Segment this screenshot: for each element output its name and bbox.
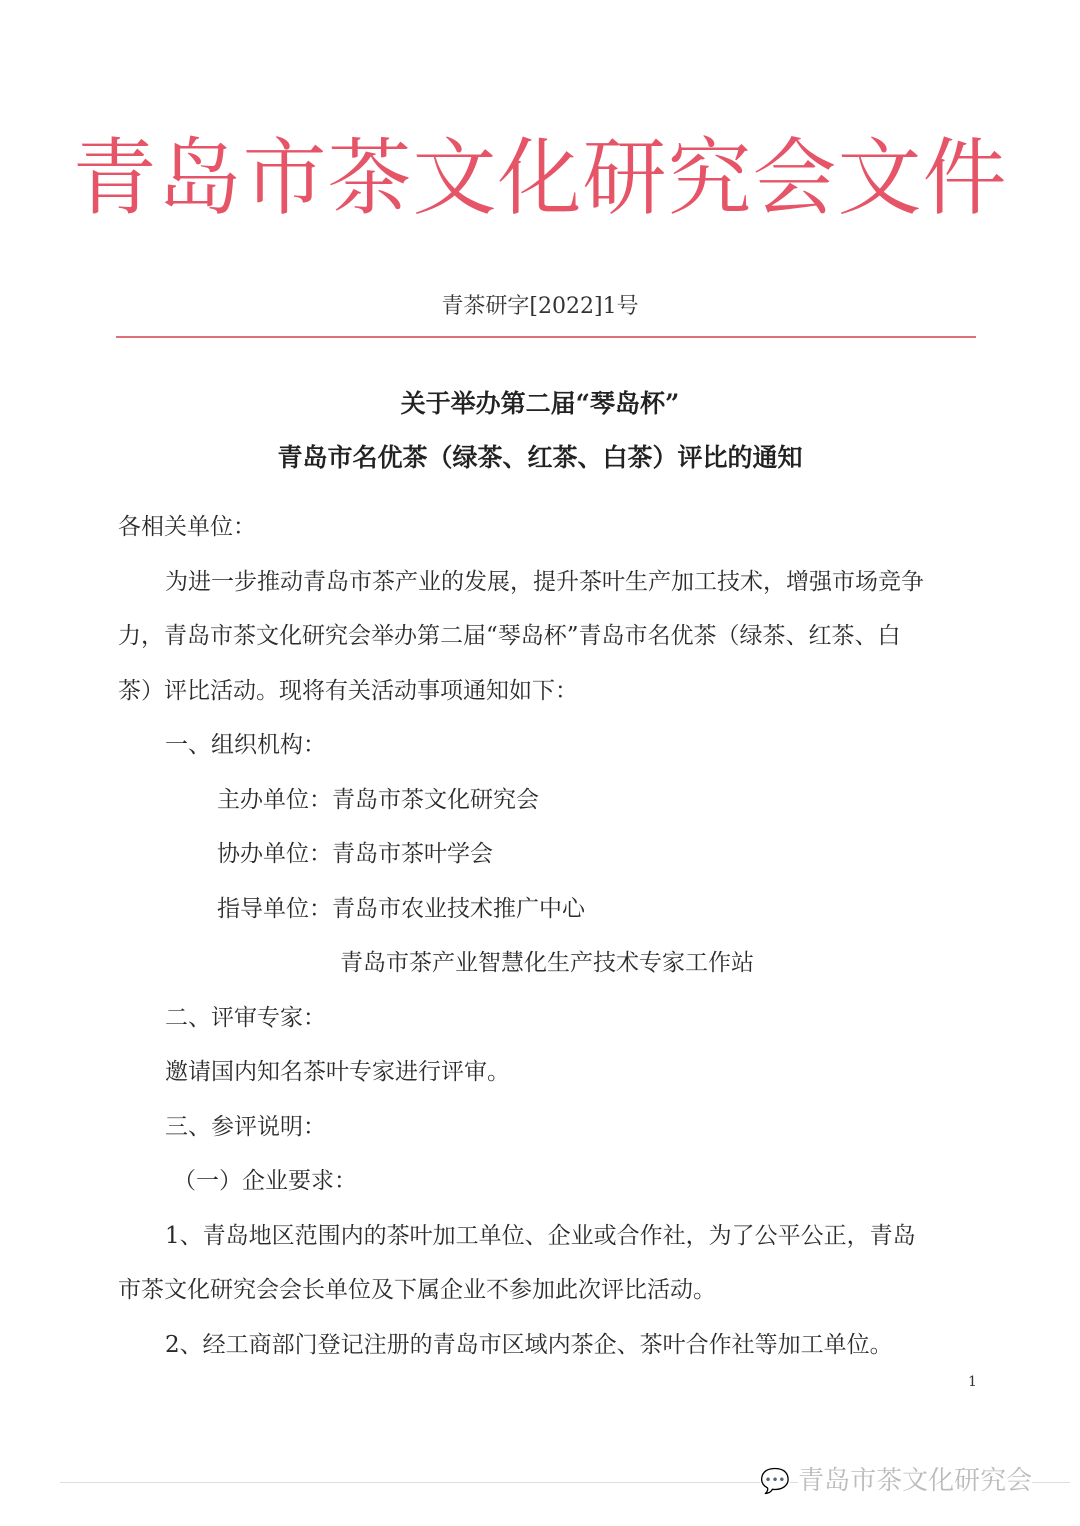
paragraph-line: 邀请国内知名茶叶专家进行评审。 <box>165 1059 510 1085</box>
document-number: 青茶研字[2022]1号 <box>441 294 639 319</box>
paragraph-line: 2、经工商部门登记注册的青岛市区域内茶企、茶叶合作社等加工单位。 <box>165 1331 893 1358</box>
red-divider <box>116 336 976 338</box>
notice-title-line1: 关于举办第二届“琴岛杯” <box>400 389 680 418</box>
section-heading: 三、参评说明： <box>165 1113 326 1140</box>
wechat-icon: 💬 <box>760 1467 790 1495</box>
watermark <box>760 1460 1032 1497</box>
list-item: 青岛市茶产业智慧化生产技术专家工作站 <box>340 950 754 976</box>
paragraph-line: 1、青岛地区范围内的茶叶加工单位、企业或合作社，为了公平公正，青岛 <box>165 1222 916 1249</box>
watermark-text: 青岛市茶文化研究会 <box>798 1466 1033 1496</box>
list-item: 指导单位：青岛市农业技术推广中心 <box>217 895 585 922</box>
page-number: 1 <box>968 1374 977 1390</box>
paragraph-line: 力，青岛市茶文化研究会举办第二届“琴岛杯”青岛市名优茶（绿茶、红茶、白 <box>118 623 901 649</box>
section-heading: 二、评审专家： <box>165 1004 326 1031</box>
list-item: 协办单位：青岛市茶叶学会 <box>217 841 493 867</box>
paragraph-line: 茶）评比活动。现将有关活动事项通知如下： <box>118 677 578 704</box>
list-item: 主办单位：青岛市茶文化研究会 <box>217 786 539 813</box>
document-header-title: 青岛市茶文化研究会文件 <box>72 129 1008 227</box>
paragraph-line: 为进一步推动青岛市茶产业的发展，提升茶叶生产加工技术，增强市场竞争 <box>165 568 924 595</box>
section-heading: 一、组织机构： <box>165 732 326 758</box>
notice-title-line2: 青岛市名优茶（绿茶、红茶、白茶）评比的通知 <box>277 443 803 472</box>
paragraph-line: 市茶文化研究会会长单位及下属企业不参加此次评比活动。 <box>118 1277 716 1303</box>
salutation: 各相关单位： <box>118 514 256 540</box>
subsection-heading: （一）企业要求： <box>173 1168 357 1194</box>
document-body <box>118 500 988 1372</box>
